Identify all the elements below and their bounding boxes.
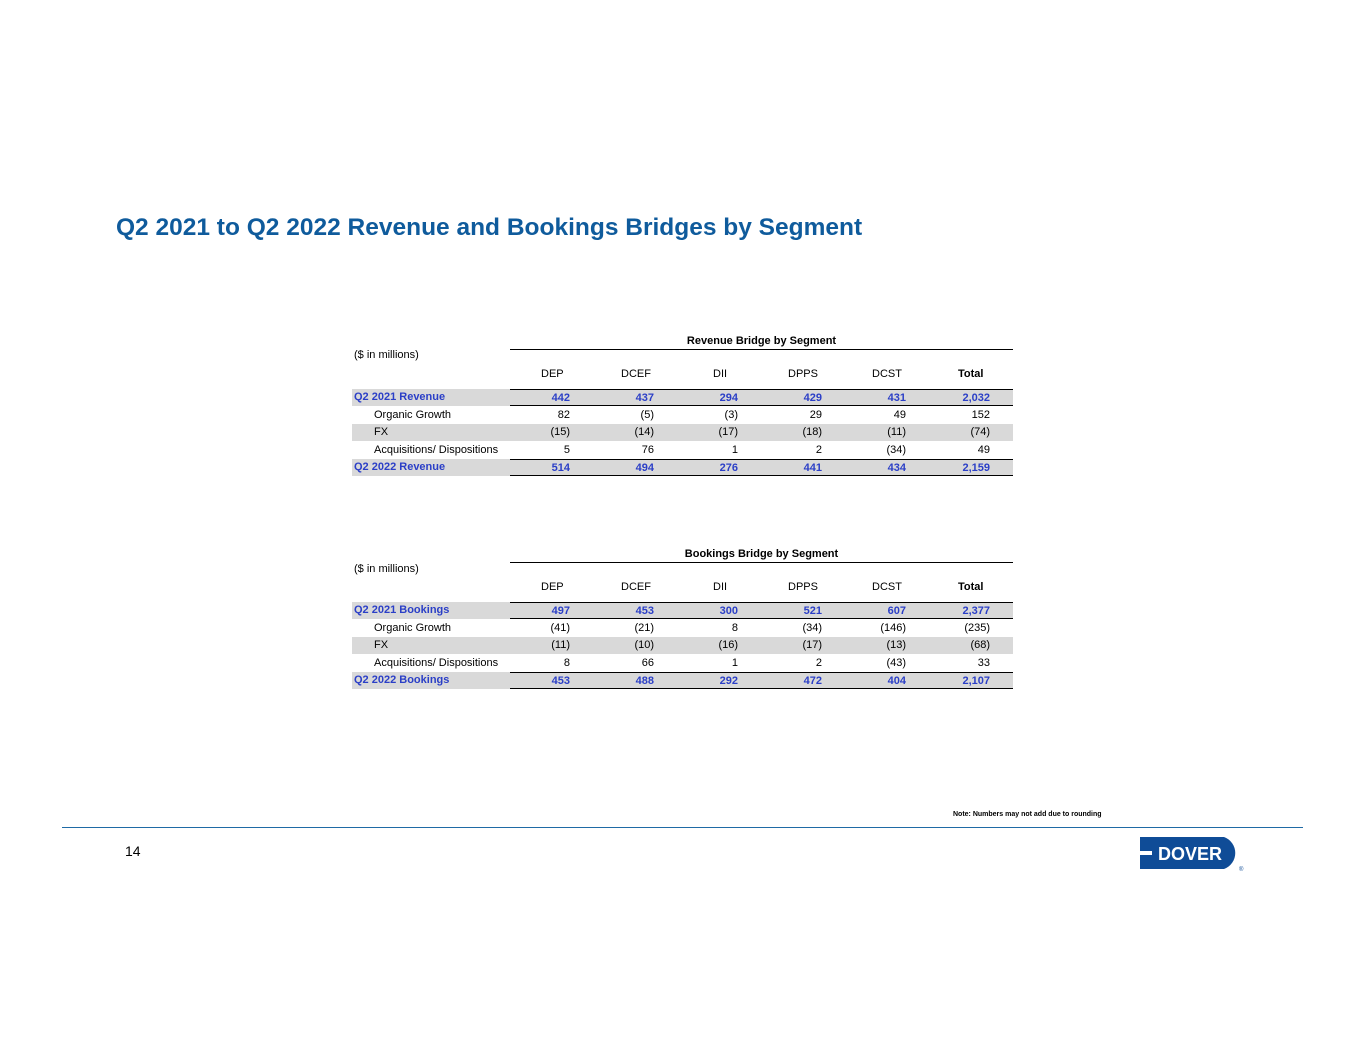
- column-header: DII: [713, 581, 728, 593]
- column-header: DCEF: [621, 581, 651, 593]
- cell: 33: [977, 657, 990, 669]
- table-row: [352, 424, 1014, 441]
- divider: [510, 349, 1013, 350]
- row-label: FX: [352, 424, 510, 441]
- cell: 607: [887, 605, 906, 617]
- row-label: FX: [352, 637, 510, 654]
- cell: 2,032: [962, 392, 990, 404]
- row-label: Acquisitions/ Dispositions: [374, 657, 499, 669]
- cell: (5): [640, 409, 654, 421]
- table-row: [352, 672, 1014, 689]
- row-label: Organic Growth: [374, 622, 452, 634]
- table-row: [352, 442, 1014, 459]
- cell: 49: [977, 444, 990, 456]
- table-row: [352, 637, 1014, 654]
- dover-logo: [1140, 835, 1248, 873]
- column-header: Total: [958, 581, 984, 593]
- cell: (11): [551, 639, 570, 651]
- column-header: Total: [958, 368, 984, 380]
- page-title: Q2 2021 to Q2 2022 Revenue and Bookings Bridges by Segment: [116, 214, 863, 241]
- cell: 434: [887, 462, 906, 474]
- column-header: DCEF: [621, 368, 651, 380]
- cell: 276: [719, 462, 738, 474]
- cell: (34): [886, 444, 906, 456]
- table-row: [352, 389, 1014, 406]
- footer-divider: [62, 827, 1303, 828]
- cell: 76: [641, 444, 654, 456]
- cell: 8: [563, 657, 570, 669]
- cell: 497: [551, 605, 570, 617]
- cell: (13): [886, 639, 906, 651]
- units-label: ($ in millions): [354, 349, 419, 361]
- cell: (21): [634, 622, 654, 634]
- cell: (10): [634, 639, 654, 651]
- cell: 300: [719, 605, 738, 617]
- cell: (43): [886, 657, 906, 669]
- cell: (18): [802, 426, 822, 438]
- column-header: DEP: [541, 581, 564, 593]
- cell: 5: [563, 444, 570, 456]
- column-headers: [352, 368, 1014, 382]
- cell: (235): [964, 622, 990, 634]
- cell: (34): [802, 622, 822, 634]
- cell: 488: [635, 675, 654, 687]
- cell: 453: [635, 605, 654, 617]
- cell: 431: [887, 392, 906, 404]
- cell: (146): [880, 622, 906, 634]
- revenue-bridge-table: [352, 333, 1014, 479]
- cell: 66: [641, 657, 654, 669]
- column-header: DCST: [872, 368, 902, 380]
- cell: 152: [971, 409, 990, 421]
- cell: 2,377: [962, 605, 990, 617]
- rounding-note: Note: Numbers may not add due to rounding: [953, 811, 1102, 818]
- page-number: 14: [125, 843, 141, 859]
- column-headers: [352, 581, 1014, 595]
- table-row: [352, 620, 1014, 637]
- cell: 82: [557, 409, 570, 421]
- row-label: Q2 2022 Bookings: [352, 672, 510, 689]
- cell: 404: [887, 675, 906, 687]
- cell: 49: [893, 409, 906, 421]
- cell: 442: [551, 392, 570, 404]
- column-header: DPPS: [788, 368, 818, 380]
- table-heading: Bookings Bridge by Segment: [684, 548, 839, 560]
- table-row: [352, 407, 1014, 424]
- cell: (17): [718, 426, 738, 438]
- divider: [510, 562, 1013, 563]
- cell: (16): [718, 639, 738, 651]
- column-header: DII: [713, 368, 728, 380]
- cell: (11): [887, 426, 906, 438]
- cell: 1: [731, 444, 738, 456]
- cell: (74): [970, 426, 990, 438]
- cell: 2,107: [962, 675, 990, 687]
- cell: (15): [550, 426, 570, 438]
- cell: 292: [719, 675, 738, 687]
- column-header: DEP: [541, 368, 564, 380]
- cell: 29: [809, 409, 822, 421]
- cell: 8: [731, 622, 738, 634]
- cell: 514: [551, 462, 570, 474]
- cell: 521: [803, 605, 822, 617]
- row-label: Q2 2021 Bookings: [352, 602, 510, 619]
- cell: (68): [970, 639, 990, 651]
- cell: 494: [635, 462, 654, 474]
- bookings-bridge-table: [352, 546, 1014, 692]
- units-label: ($ in millions): [354, 563, 419, 575]
- cell: 2,159: [962, 462, 990, 474]
- cell: 294: [719, 392, 738, 404]
- table-heading: Revenue Bridge by Segment: [686, 335, 837, 347]
- row-label: Acquisitions/ Dispositions: [374, 444, 499, 456]
- cell: (41): [550, 622, 570, 634]
- cell: (3): [724, 409, 738, 421]
- registered-mark: ®: [1239, 867, 1244, 873]
- table-row: [352, 459, 1014, 476]
- cell: 472: [803, 675, 822, 687]
- row-label: Organic Growth: [374, 409, 452, 421]
- table-row: [352, 655, 1014, 672]
- cell: (14): [634, 426, 654, 438]
- logo-text: DOVER: [1158, 844, 1223, 864]
- cell: 429: [803, 392, 822, 404]
- cell: 453: [551, 675, 570, 687]
- table-row: [352, 602, 1014, 619]
- row-label: Q2 2022 Revenue: [352, 459, 510, 476]
- cell: (17): [802, 639, 822, 651]
- cell: 2: [815, 657, 822, 669]
- row-label: Q2 2021 Revenue: [352, 389, 510, 406]
- cell: 441: [803, 462, 822, 474]
- column-header: DCST: [872, 581, 902, 593]
- cell: 437: [635, 392, 654, 404]
- cell: 1: [731, 657, 738, 669]
- column-header: DPPS: [788, 581, 818, 593]
- cell: 2: [815, 444, 822, 456]
